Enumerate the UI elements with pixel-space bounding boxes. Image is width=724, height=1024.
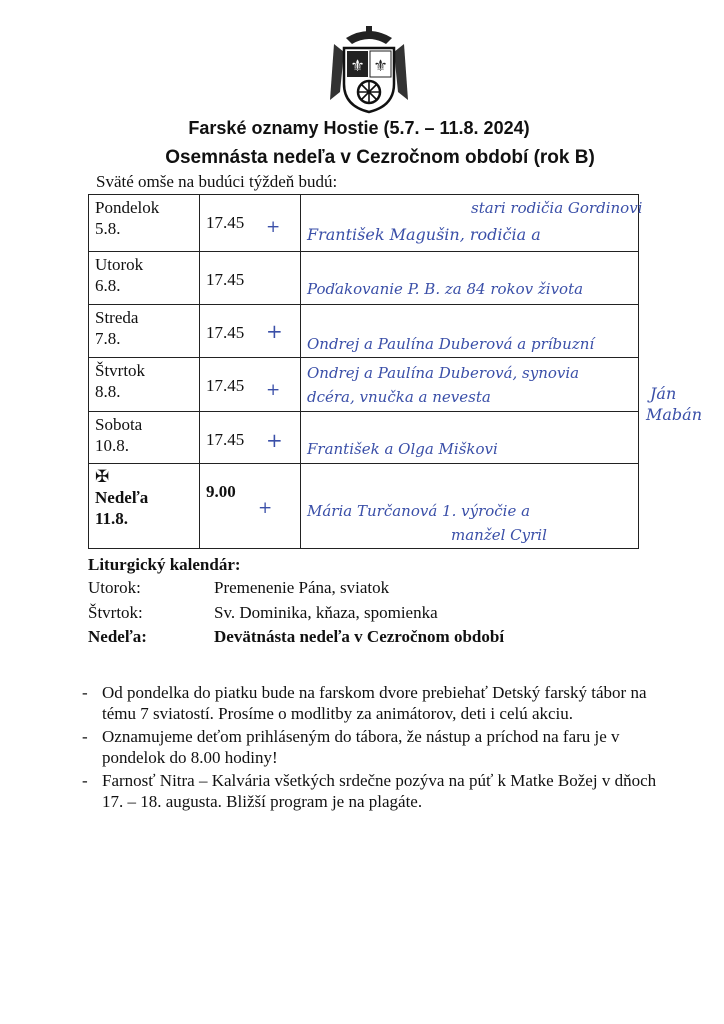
table-row <box>89 195 639 252</box>
table-row <box>89 464 639 549</box>
time-cell <box>200 195 301 252</box>
liturgical-heading: Liturgický kalendár: <box>88 555 241 574</box>
intention-cell <box>301 464 639 549</box>
intention-line: František a Olga Miškovi <box>307 440 498 458</box>
announcement-text: Farnosť Nitra – Kalvária všetkých srdečne pozýva na púť k Matke Božej v dňoch 17. – 18. augusta. Bližší program je na plagáte. <box>102 771 657 811</box>
table-row <box>89 252 639 305</box>
intention-cell <box>301 305 639 358</box>
day-cell <box>89 252 200 305</box>
intention-line: Poďakovanie P. B. za 84 rokov života <box>307 280 584 298</box>
calendar-day: Štvrtok: <box>88 603 143 622</box>
calendar-day: Nedeľa: <box>88 627 147 646</box>
time-label: 17.45 <box>206 270 245 289</box>
date-label: 10.8. <box>95 436 129 455</box>
intention-cell <box>301 195 643 252</box>
schedule-intro: Sväté omše na budúci týždeň budú: <box>96 172 338 191</box>
list-item: - Od pondelka do piatku bude na farskom dvore prebiehať Detský farský tábor na tému 7 sviatostí. Prosíme o modlitby za animátorov, deti i celú akciu. <box>82 683 647 723</box>
day-cell <box>89 195 200 252</box>
date-label: 8.8. <box>95 382 121 401</box>
intention-line: dcéra, vnučka a nevesta <box>307 388 491 406</box>
time-label: 17.45 <box>206 323 245 342</box>
time-cell <box>200 305 301 358</box>
calendar-event: Premenenie Pána, sviatok <box>214 578 390 597</box>
announcement-text: Oznamujeme deťom prihláseným do tábora, že nástup a príchod na faru je v pondelok do 8.00 hodiny! <box>102 727 620 767</box>
day-cell <box>89 358 200 412</box>
day-label: Pondelok <box>95 198 160 217</box>
table-row <box>89 305 639 358</box>
time-cell <box>200 464 301 549</box>
table-row <box>89 412 639 464</box>
time-label: 17.45 <box>206 376 245 395</box>
page-subtitle: Osemnásta nedeľa v Cezročnom období (rok B) <box>165 147 595 168</box>
time-cell <box>200 412 301 464</box>
plus-mark: + <box>266 319 283 343</box>
date-label: 7.8. <box>95 329 121 348</box>
calendar-day: Utorok: <box>88 578 141 597</box>
svg-text:⚜: ⚜ <box>350 58 365 75</box>
list-item: - Farnosť Nitra – Kalvária všetkých srdečne pozýva na púť k Matke Božej v dňoch 17. – 18. augusta. Bližší program je na plagáte. <box>82 771 657 811</box>
intention-line: manžel Cyril <box>451 526 547 544</box>
intention-line: František Magušin, rodičia a <box>307 225 541 244</box>
plus-mark: + <box>266 428 283 452</box>
day-label: Štvrtok <box>95 361 146 380</box>
calendar-event: Sv. Dominika, kňaza, spomienka <box>214 603 438 622</box>
intention-line: stari rodičia Gordinovi <box>471 199 643 217</box>
svg-text:⚜: ⚜ <box>373 58 388 75</box>
list-item: - Oznamujeme deťom prihláseným do tábora, že nástup a príchod na faru je v pondelok do 8.00 hodiny! <box>82 727 620 767</box>
margin-note: Mabán <box>646 405 703 424</box>
day-label: Utorok <box>95 255 144 274</box>
margin-note: Ján <box>650 384 677 403</box>
table-row <box>89 358 639 412</box>
intention-cell <box>301 412 639 464</box>
day-cell <box>89 464 200 549</box>
time-label: 9.00 <box>206 482 236 501</box>
date-label: 5.8. <box>95 219 121 238</box>
day-label: Streda <box>95 308 139 327</box>
page-title: Farské oznamy Hostie (5.7. – 11.8. 2024) <box>188 118 530 138</box>
day-cell <box>89 305 200 358</box>
cross-icon: ✠ <box>95 467 110 486</box>
day-cell <box>89 412 200 464</box>
intention-line: Ondrej a Paulína Duberová a príbuzní <box>307 335 595 353</box>
intention-cell <box>301 358 639 412</box>
plus-mark: + <box>258 498 273 518</box>
date-label: 6.8. <box>95 276 121 295</box>
plus-mark: + <box>266 380 281 400</box>
time-cell <box>200 252 301 305</box>
day-label: Nedeľa <box>95 488 149 507</box>
announcements-list <box>82 682 662 814</box>
day-label: Sobota <box>95 415 143 434</box>
calendar-event: Devätnásta nedeľa v Cezročnom období <box>214 627 505 646</box>
time-label: 17.45 <box>206 430 245 449</box>
intention-line: Mária Turčanová 1. výročie a <box>307 502 531 520</box>
intention-cell <box>301 252 639 305</box>
parish-crest-icon <box>326 22 412 114</box>
date-label: 11.8. <box>95 509 129 528</box>
time-cell <box>200 358 301 412</box>
time-label: 17.45 <box>206 213 245 232</box>
plus-mark: + <box>266 217 281 237</box>
announcement-text: Od pondelka do piatku bude na farskom dvore prebiehať Detský farský tábor na tému 7 sviatostí. Prosíme o modlitby za animátorov, deti i celú akciu. <box>102 683 647 723</box>
mass-schedule-table <box>88 194 643 549</box>
intention-line: Ondrej a Paulína Duberová, synovia <box>307 364 580 382</box>
